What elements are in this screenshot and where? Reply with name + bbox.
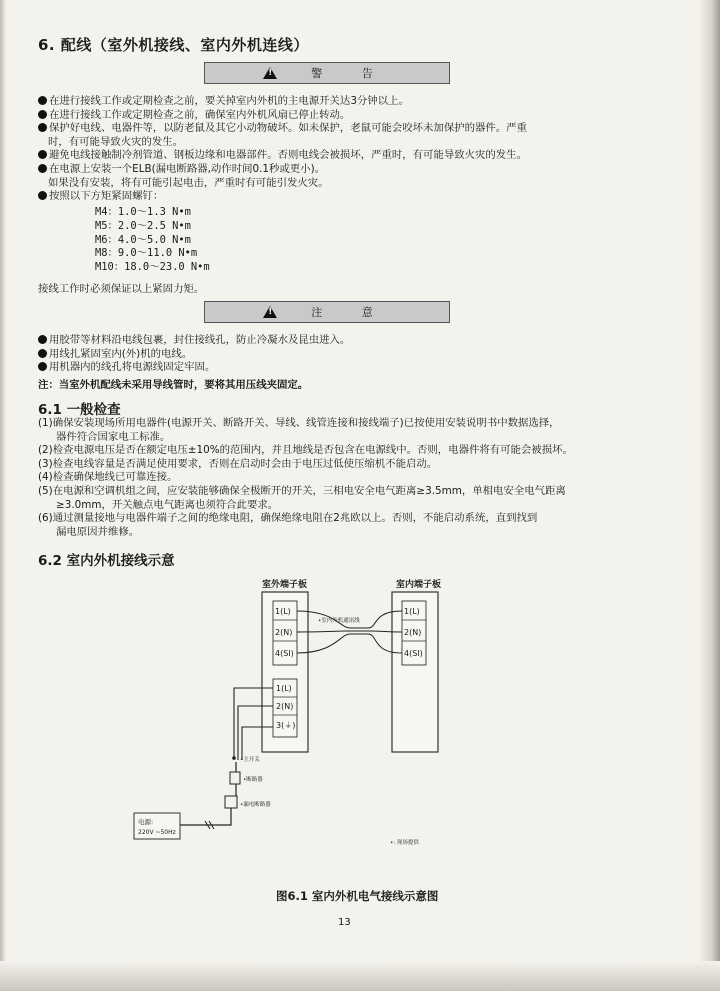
indoor-terminal: 2(N): [404, 628, 422, 637]
torque-row: M6：4.0～5.0 N•m: [95, 233, 191, 246]
outdoor-board-label: 室外端子板: [262, 580, 308, 590]
elb-label: •漏电断路器: [240, 802, 271, 808]
indoor-board-label: 室内端子板: [396, 580, 442, 590]
torque-row: M10：18.0～23.0 N•m: [95, 261, 210, 274]
list-item: (2)检查电源电压是否在额定电压±10%的范围内，并且地线是否包含在电源线中。否则，电器件将有可能会被损坏。: [38, 444, 573, 457]
section-title: 6. 配线（室外机接线、室内外机连线）: [38, 36, 309, 54]
outdoor-terminal: 4(SI): [275, 649, 294, 658]
list-item: (4)检查确保地线已可靠连接。: [38, 471, 178, 484]
list-item: 按照以下方矩紧固螺钉：: [38, 190, 653, 204]
power-terminal: 3(⏚): [276, 721, 296, 730]
torque-row: M8：9.0～11.0 N•m: [95, 247, 198, 260]
list-item: (5)在电源和空调机组之间，应安装能够确保全极断开的开关，三相电安全电气距离≥3.5mm，单相电安全电气距离: [38, 484, 566, 497]
indoor-terminal: 4(SI): [404, 649, 423, 658]
caution-banner-label: 注 意: [311, 306, 391, 319]
caution-note: 注：当室外机配线未采用导线管时，要将其用压线夹固定。: [38, 379, 309, 391]
outdoor-terminal: 2(N): [275, 628, 293, 637]
warning-banner-label: 警 告: [311, 67, 391, 80]
figure-caption: 图6.1 室内外机电气接线示意图: [276, 889, 439, 903]
list-item: (6)通过测量接地与电器件端子之间的绝缘电阻，确保绝缘电阻在2兆欧以上。否则，不能启动系统，直到找到: [38, 512, 538, 525]
torque-row: M4：1.0～1.3 N•m: [95, 206, 191, 218]
power-supply-label: 电源:: [138, 818, 154, 826]
indoor-terminal: 1(L): [404, 607, 420, 616]
comm-wire-3: [297, 634, 402, 653]
main-switch-icon: [232, 756, 236, 760]
comm-wire-2: [297, 631, 402, 632]
list-item: (1)确保安装现场所用电器件(电源开关、断路开关、导线、线管连接和接线端子)已按使用安装说明书中数据选择，: [38, 417, 560, 429]
list-item: 在进行接线工作或定期检查之前，确保室内外机风扇已停止转动。: [38, 109, 653, 123]
breaker-icon: [230, 772, 240, 784]
page-number: 13: [338, 917, 351, 928]
field-supply-note: •: 现场提供: [390, 840, 419, 846]
power-supply-spec: 220V ~50Hz: [138, 829, 176, 836]
torque-row: M5：2.0～2.5 N•m: [95, 219, 191, 232]
list-item: 用机器内的线孔将电源线固定牢固。: [38, 361, 653, 375]
power-terminal: 1(L): [276, 684, 292, 693]
list-item-continuation: ≥3.0mm，开关触点电气距离也须符合此要求。: [56, 498, 279, 511]
list-item: 在进行接线工作或定期检查之前，要关掉室内外机的主电源开关达3分钟以上。: [38, 95, 653, 109]
list-item: 在电源上安装一个ELB(漏电断路器,动作时间0.1秒或更小)。: [38, 163, 653, 177]
main-switch-label: •主开关: [240, 757, 260, 763]
list-item: 避免电线接触制冷剂管道、钢板边缘和电器部件。否则电线会被损坏，严重时，有可能导致火灾的发生。: [38, 149, 653, 163]
elb-icon: [225, 796, 237, 808]
comm-wire-label: •室内外机通讯线: [318, 618, 360, 624]
power-terminal: 2(N): [276, 702, 294, 711]
breaker-label: •断路器: [243, 777, 263, 783]
list-item: 用线扎紧固室内(外)机的电线。: [38, 348, 653, 362]
section-6-2-title: 6.2 室内外机接线示意: [38, 553, 175, 569]
list-item: 保护好电线、电器件等，以防老鼠及其它小动物破坏。如未保护，老鼠可能会咬坏未加保护的器件。严重: [38, 122, 653, 136]
section-6-1-title: 6.1 一般检查: [38, 402, 121, 418]
list-item-continuation: 时，有可能导致火灾的发生。: [48, 135, 184, 148]
torque-footer: 接线工作时必须保证以上紧固力矩。: [38, 283, 205, 295]
list-item: (3)检查电线容量是否满足使用要求，否则在启动时会由于电压过低使压缩机不能启动。: [38, 457, 438, 470]
indoor-terminal-board: [392, 592, 438, 752]
list-item: 用胶带等材料沿电线包裹，封住接线孔，防止冷凝水及昆虫进入。: [38, 334, 653, 348]
list-item-continuation: 如果没有安装，将有可能引起电击，严重时有可能引发火灾。: [48, 176, 329, 189]
outdoor-terminal: 1(L): [275, 607, 291, 616]
list-item-continuation: 漏电原因并维修。: [56, 525, 140, 538]
list-item-continuation: 器件符合国家电工标准。: [56, 430, 171, 443]
